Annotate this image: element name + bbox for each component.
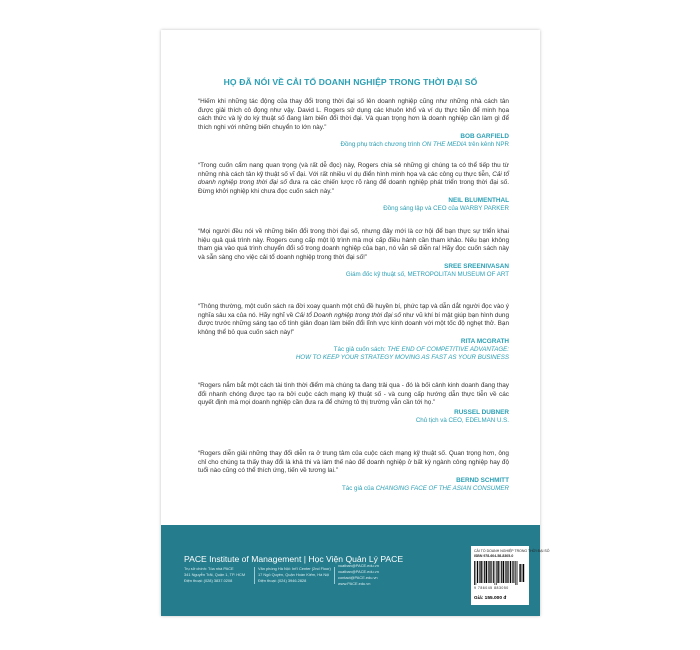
- quote-bob-garfield: [198, 98, 509, 149]
- quote-neil-blumenthal: [198, 162, 509, 213]
- quote-author-role: Tác giả cuốn sách: THE END OF COMPETITIVE ADVANTAGE: HOW TO KEEP YOUR STRATEGY MOVING AS FAST AS YOUR BUSINESS: [295, 346, 509, 362]
- book-price: Giá: 155.000 đ: [474, 596, 507, 601]
- quote-text: “Trong cuốn cẩm nang quan trọng (và rất dễ đọc) này, Rogers chia sẻ những gì chúng ta có thể tiếp thu từ những nhà cách tân kỹ thuật số vĩ đại. Với rất nhiều ví dụ điển hình minh họa và các công cụ thực tiễn, Cải tổ doanh nghiệp trong thời đại số đưa ra các chiến lược rõ ràng để doanh nghiệp phát triển trong thời đại số. Đừng khởi nghiệp khi chưa đọc cuốn sách này.”: [198, 162, 509, 195]
- barcode-icon: [474, 561, 518, 585]
- hanoi-office-info: Văn phòng Hà Nội: Int'l Center (2nd Floor) 17 Ngô Quyền, Quận Hoàn Kiếm, Hà Nội Điện thoại: (024) 3946.2828: [258, 566, 331, 584]
- contact-info: xuatban@PACE.edu.vn xuatban@PACE.edu.vn contact@PACE.edu.vn www.PACE.edu.vn: [338, 563, 379, 587]
- quote-text: “Hiếm khi những tác động của thay đổi trong thời đại số lên doanh nghiệp cũng như những nhà cách tân được giải thích cô đọng như vậy. David L. Rogers sử dụng các khuôn khổ và ví dụ thực tiễn để minh họa cách thức và lý do kỳ thuật số đang làm biến đổi thời đại. Và quan trọng hơn là doanh nghiệp cần làm gì để thích nghi với những biến chuyển to lớn này.”: [198, 98, 509, 131]
- quote-author: BERND SCHMITT: [456, 476, 509, 484]
- quote-text: “Rogers diễn giải những thay đổi diễn ra ở trung tâm của cuộc cách mạng kỹ thuật số. Quan trọng hơn, ông chỉ cho chúng ta thấy thay đổi là khả thi và làm thế nào để doanh nghiệp ở bất kỳ ngành công nghiệp hay độ tuổi nào cũng có thể thích ứng, tiến về tương lai.”: [198, 450, 509, 475]
- quote-text: “Mọi người đều nói về những biến đổi trong thời đại số, nhưng đây mới là cơ hội để bạn thực sự triển khai hiệu quả quá trình này. Rogers cung cấp một lộ trình mà mọi cấp điều hành cần tham khảo. Nếu bạn không tham gia vào quá trình chuyển đổi số trong doanh nghiệp của bạn, nó vẫn sẽ diễn ra! Hãy đọc cuốn sách này và sẵn sàng cho việc cải tổ doanh nghiệp trong thời đại số!”: [198, 228, 509, 261]
- cover-heading: HỌ ĐÃ NÓI VỀ CẢI TỔ DOANH NGHIỆP TRONG THỜI ĐẠI SỐ: [223, 77, 478, 87]
- quote-author-role: Chủ tịch và CEO, EDELMAN U.S.: [415, 416, 509, 424]
- publisher-footer: [161, 525, 550, 616]
- barcode-book-title: CẢI TỔ DOANH NGHIỆP TRONG THỜI ĐẠI SỐ: [474, 549, 550, 553]
- quote-russel-dubner: [198, 382, 509, 425]
- quote-author: BOB GARFIELD: [460, 133, 509, 141]
- quote-author: SREE SREENIVASAN: [444, 263, 509, 271]
- quote-author-role: Tác giả của CHANGING FACE OF THE ASIAN CONSUMER: [342, 484, 509, 492]
- quote-sree-sreenivasan: [198, 228, 509, 279]
- divider: [334, 567, 335, 584]
- isbn-text: ISBN 978-604-58-8305-0: [474, 554, 514, 558]
- barcode-digits: 9 786045 883050: [474, 586, 509, 590]
- hcm-office-info: Trụ sở chính: Tòa nhà PACE 341 Nguyễn Trãi, Quận 1, TP. HCM Điện thoại: (028) 3837.0208: [184, 566, 246, 584]
- price-barcode-icon: [519, 564, 525, 582]
- quote-rita-mcgrath: [198, 303, 509, 362]
- quote-author-role: Giám đốc kỹ thuật số, METROPOLITAN MUSEUM OF ART: [345, 271, 509, 279]
- quote-text: “Thông thường, một cuốn sách ra đời xoay quanh một chủ đề huyền bí, phức tạp và dẫn dắt người đọc vào ý nghĩa sâu xa của nó. Hãy nghĩ về Cải tổ Doanh nghiệp trong thời đại số như vũ khí bí mật giúp bạn hình dung được trước những sáng tạo cổ tính giản đoạn làm biến đổi lĩnh vực kinh doanh với một tốc độ nghẹt thở. Bạn không thể bỏ qua cuốn sách này!”: [198, 303, 509, 336]
- quote-author-role: Đồng phụ trách chương trình ON THE MEDIA trên kênh NPR: [340, 141, 509, 149]
- quote-author: NEIL BLUMENTHAL: [448, 197, 509, 205]
- quote-author: RUSSEL DUBNER: [454, 408, 509, 416]
- book-back-cover: [161, 30, 550, 616]
- divider: [254, 567, 255, 584]
- quote-author: RITA MCGRATH: [460, 338, 509, 346]
- publisher-name: PACE Institute of Management | Học Viện Quản Lý PACE: [184, 554, 404, 564]
- quote-bernd-schmitt: [198, 450, 509, 493]
- quote-author-role: Đồng sáng lập và CEO của WARBY PARKER: [383, 205, 509, 213]
- quote-text: “Rogers nắm bắt một cách tài tình thời điểm mà chúng ta đang trải qua - đó là bối cảnh kinh doanh đang thay đổi nhanh chóng được tạo ra bởi cuộc cách mạng kỹ thuật số - và cung cấp hướng dẫn thực tiễn về các quyết định mà mọi doanh nghiệp cần đưa ra để chứng tỏ thị trường vẫn cần tới họ.”: [198, 382, 509, 407]
- barcode-label: [471, 546, 550, 605]
